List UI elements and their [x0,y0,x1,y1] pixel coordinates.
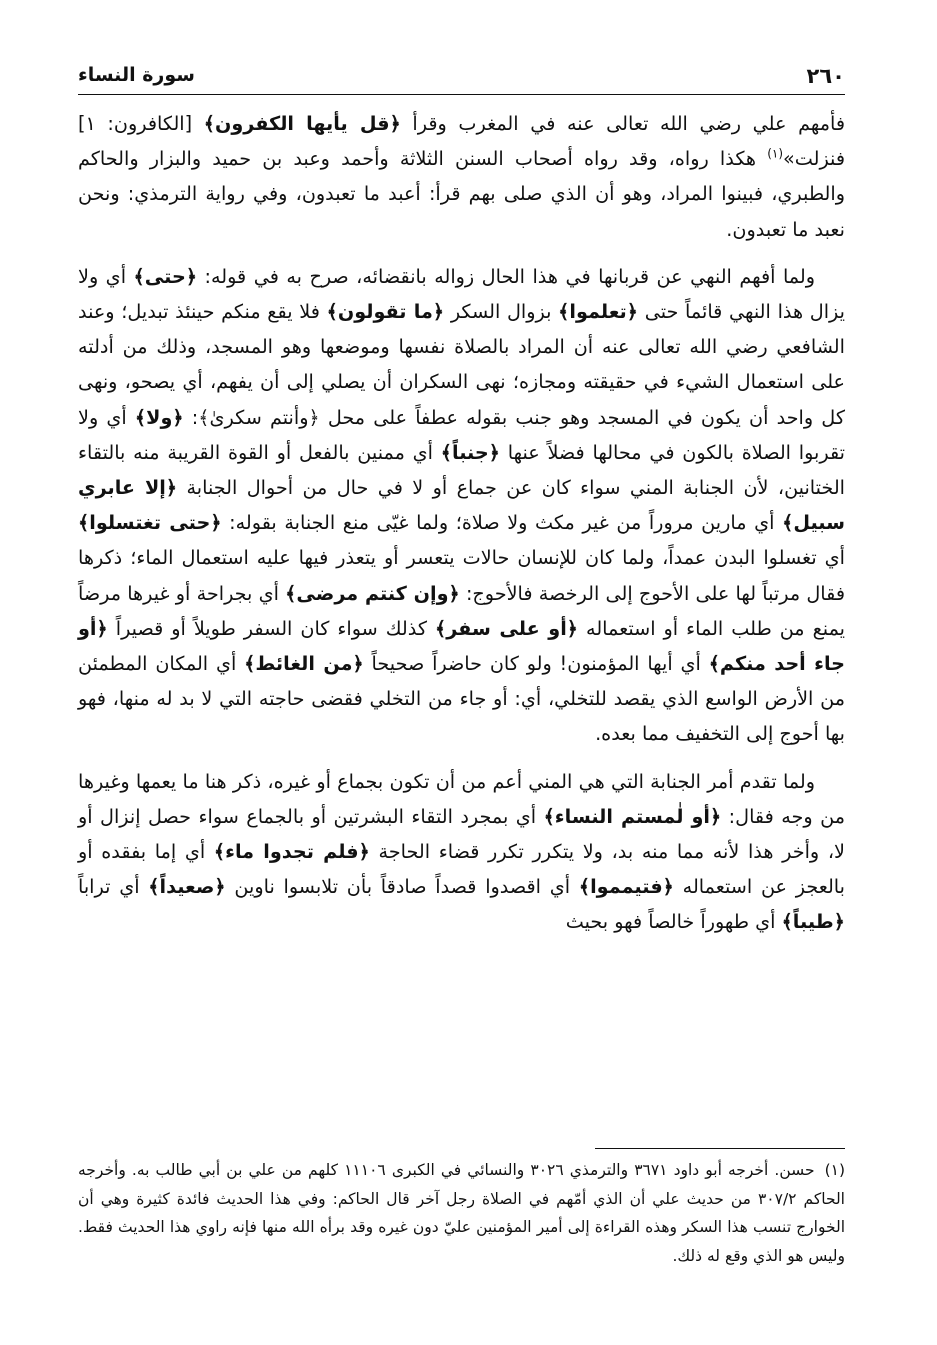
footnote-marker: (١) [824,1161,846,1179]
quran-quote: ﴿إلا عابري سبيل﴾ [78,476,845,535]
main-text [78,106,845,952]
text-run: هكذا رواه، وقد رواه أصحاب السنن الثلاثة وأحمد وعبد بن حميد والبزار والحاكم والطبري، فبينوا المراد، وهو أن الذي صلى بهم قرأ: أعبد ما تعبدون، وفي رواية الترمذي: ونحن نعبد ما تعبدون. [78,147,845,241]
paragraph [78,106,845,247]
text-run: أي طهوراً خالصاً فهو بحيث [565,910,782,934]
text-run: أي بجراحة أو غيرها مرضاً يمنع من طلب الماء أو استعماله [78,581,846,640]
paragraph [78,259,845,752]
text-run: ولما تقدم أمر الجنابة التي هي المني أعم من أن تكون بجماع أو غيره، ذكر هنا ما يعمها وغيرها من وجه فقال: [78,769,845,828]
text-run: أي بمجرد التقاء البشرتين أو بالجماع سواء حصل إنزال أو لا، وأخر هذا لأنه مما منه بد، ولا يتكرر تكرر قضاء الحاجة [78,804,845,864]
quran-quote: ﴿تعلموا﴾ [558,300,638,324]
quran-quote: ﴿صعيداً﴾ [148,875,226,899]
text-run: [الكافرون: ١] فنزلت» [78,112,845,171]
running-title: سورة النساء [78,64,195,86]
text-run: : [183,405,199,429]
text-run: أي تراباً [78,875,149,899]
quran-quote: ﴿ولا﴾ [134,405,184,429]
quran-quote: ﴿من الغائط﴾ [244,652,364,676]
footnote-item [78,1156,845,1270]
quran-quote: ﴿جنباً﴾ [440,440,500,464]
text-run: أي ولا يزال هذا النهي قائماً حتى [78,264,845,324]
header-rule [78,94,845,95]
text-run: كذلك سواء كان السفر طويلاً أو قصيراً [107,616,435,640]
quran-quote: ﴿أو على سفر﴾ [434,616,579,640]
paragraph [78,764,845,940]
text-run: بزوال السكر [444,300,559,324]
text-run: أي ممنين بالفعل أو القوة القريبة منه بالتقاء الختانين، لأن الجنابة المني سواء كان عن جماع أو لا في حال من أحوال الجنابة [78,440,845,500]
text-run: أي ولا تقربوا الصلاة بالكون في محالها فضلاً عنها [78,405,846,464]
quran-quote: ﴿ما تقولون﴾ [326,300,445,324]
text-run: ﴿وأنتم سكرىٰ﴾ [198,405,320,429]
quran-quote: ﴿أو جاء أحد منكم﴾ [78,616,845,676]
text-run: أي تغسلوا البدن عمداً، ولما كان للإنسان حالات يتعسر أو يتعذر فيها عليه استعمال الماء؛ ذكرها فقال مرتباً لها على الأحوج إلى الرخصة فالأحوج: [78,546,845,605]
footnotes [78,1156,845,1270]
footnote-reference: (١) [767,146,784,161]
text-run: أي اقصدوا قصداً صادقاً بأن تلابسوا ناوين [225,875,579,899]
quran-quote: ﴿حتى﴾ [133,264,198,288]
text-run: فأمهم علي رضي الله تعالى عنه في المغرب وقرأ [400,112,845,135]
quran-quote: ﴿أو لٰمستم النساء﴾ [543,804,722,828]
footnote-rule [595,1148,845,1149]
quran-quote: ﴿حتى تغتسلوا﴾ [78,511,222,535]
quran-quote: ﴿وإن كنتم مرضى﴾ [285,581,460,605]
text-run: أي إما بفقده أو بالعجز عن استعماله [78,840,845,899]
page-number: ٢٦٠ [806,64,845,88]
quran-quote: ﴿طيباً﴾ [781,910,845,934]
text-run: أي مارين مروراً من غير مكث ولا صلاة؛ ولما غيّى منع الجنابة بقوله: [221,511,783,535]
text-run: أي المكان المطمئن من الأرض الواسع الذي يقصد للتخلي، أي: أو جاء من التخلي فقضى حاجته التي لا بد له منها، فهو بها أحوج إلى التخفيف مما بعده. [78,652,845,746]
footnote-text: حسن. أخرجه أبو داود ٣٦٧١ والترمذي ٣٠٢٦ والنسائي في الكبرى ١١١٠٦ كلهم من علي بن أبي طالب به. وأخرجه الحاكم ٣٠٧/٢ من حديث علي أن الذي أمّهم في الصلاة رجل آخر قال الحاكم: وفي هذا الحديث فائدة كثيرة وهي أن الخوارج تنسب هذا السكر وهذه القراءة إلى أمير المؤمنين عليّ دون غيره وقد برأه الله منها فإنه راوي هذا الحديث فقط. وليس هو الذي وقع له ذلك. [78,1161,845,1265]
text-run: ولما أفهم النهي عن قربانها في هذا الحال زواله بانقضائه، صرح به في قوله: [197,264,816,288]
quran-quote: ﴿فلم تجدوا ماء﴾ [213,840,370,864]
quran-quote: ﴿فتيمموا﴾ [578,875,674,899]
text-run: فلا يقع منكم حينئذ تبديل؛ وعند الشافعي رضي الله تعالى عنه أن المراد بالصلاة نفسها وموضعها وهو المسجد، وذلك من أدلته على استعمال الشيء في حقيقته ومجازه؛ نهى السكران أن يصلي إلى أن يفهم، أي يصحو، ونهى كل واحد أن يكون في المسجد وهو جنب بقوله عطفاً على محل [78,300,845,429]
quran-quote: ﴿قل يأيها الكفرون﴾ [203,112,401,135]
text-run: أي أيها المؤمنون! ولو كان حاضراً صحيحاً [363,652,709,676]
page-header [78,60,845,92]
